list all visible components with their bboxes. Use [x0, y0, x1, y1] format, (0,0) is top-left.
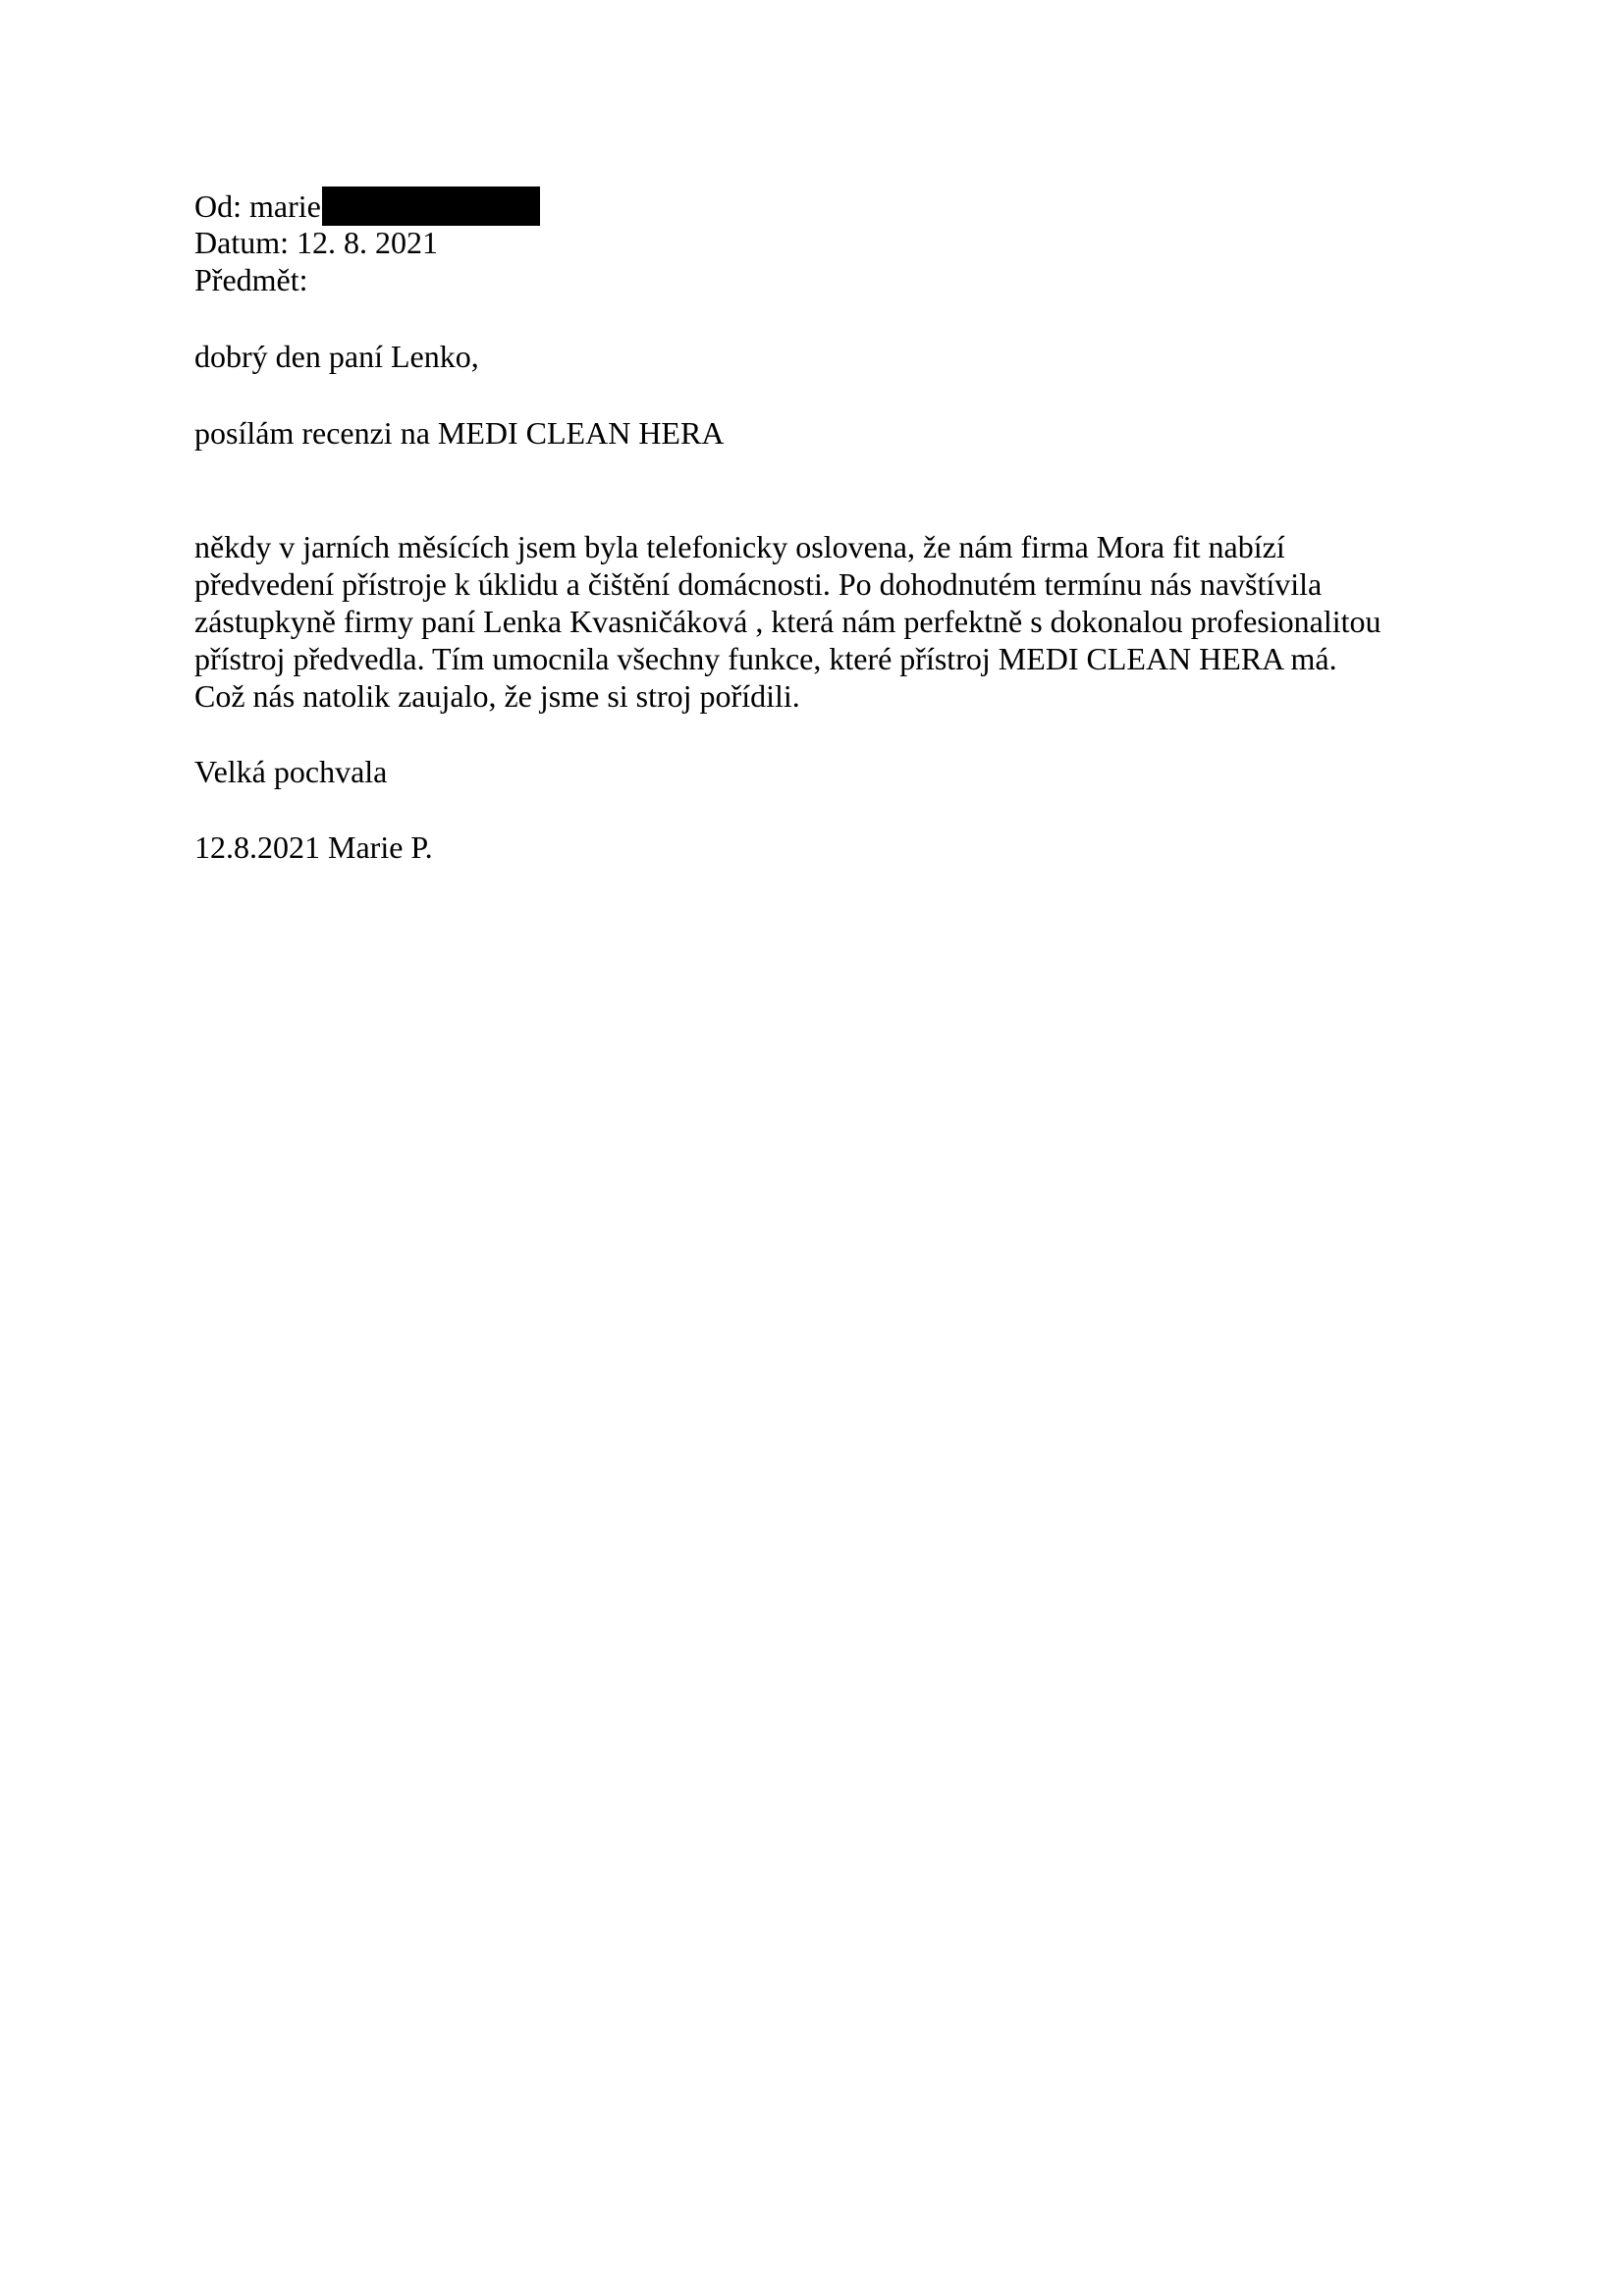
praise-line: Velká pochvala [194, 754, 388, 789]
body-line-5: Což nás natolik zaujalo, že jsme si stroj pořídili. [194, 678, 800, 714]
body-line-1: někdy v jarních měsících jsem byla telefonicky oslovena, že nám firma Mora fit nabízí [194, 529, 1285, 564]
from-label: Od: marie [194, 188, 321, 224]
date-line: Datum: 12. 8. 2021 [194, 225, 438, 260]
from-line [194, 187, 1471, 224]
body-line-3: zástupkyně firmy paní Lenka Kvasničáková , která nám perfektně s dokonalou profesionalitou [194, 604, 1381, 639]
signature-line: 12.8.2021 Marie P. [194, 829, 433, 865]
body-line-4: přístroj předvedla. Tím umocnila všechny funkce, které přístroj MEDI CLEAN HERA má. [194, 641, 1337, 676]
letter-content [194, 187, 1471, 866]
body-paragraph [194, 528, 1471, 715]
subject-line: Předmět: [194, 262, 308, 297]
greeting: dobrý den paní Lenko, [194, 339, 479, 374]
body-line-2: předvedení přístroje k úklidu a čištění domácnosti. Po dohodnutém termínu nás navštívila [194, 566, 1323, 602]
redaction-box [322, 187, 540, 226]
intro-line: posílám recenzi na MEDI CLEAN HERA [194, 415, 725, 451]
